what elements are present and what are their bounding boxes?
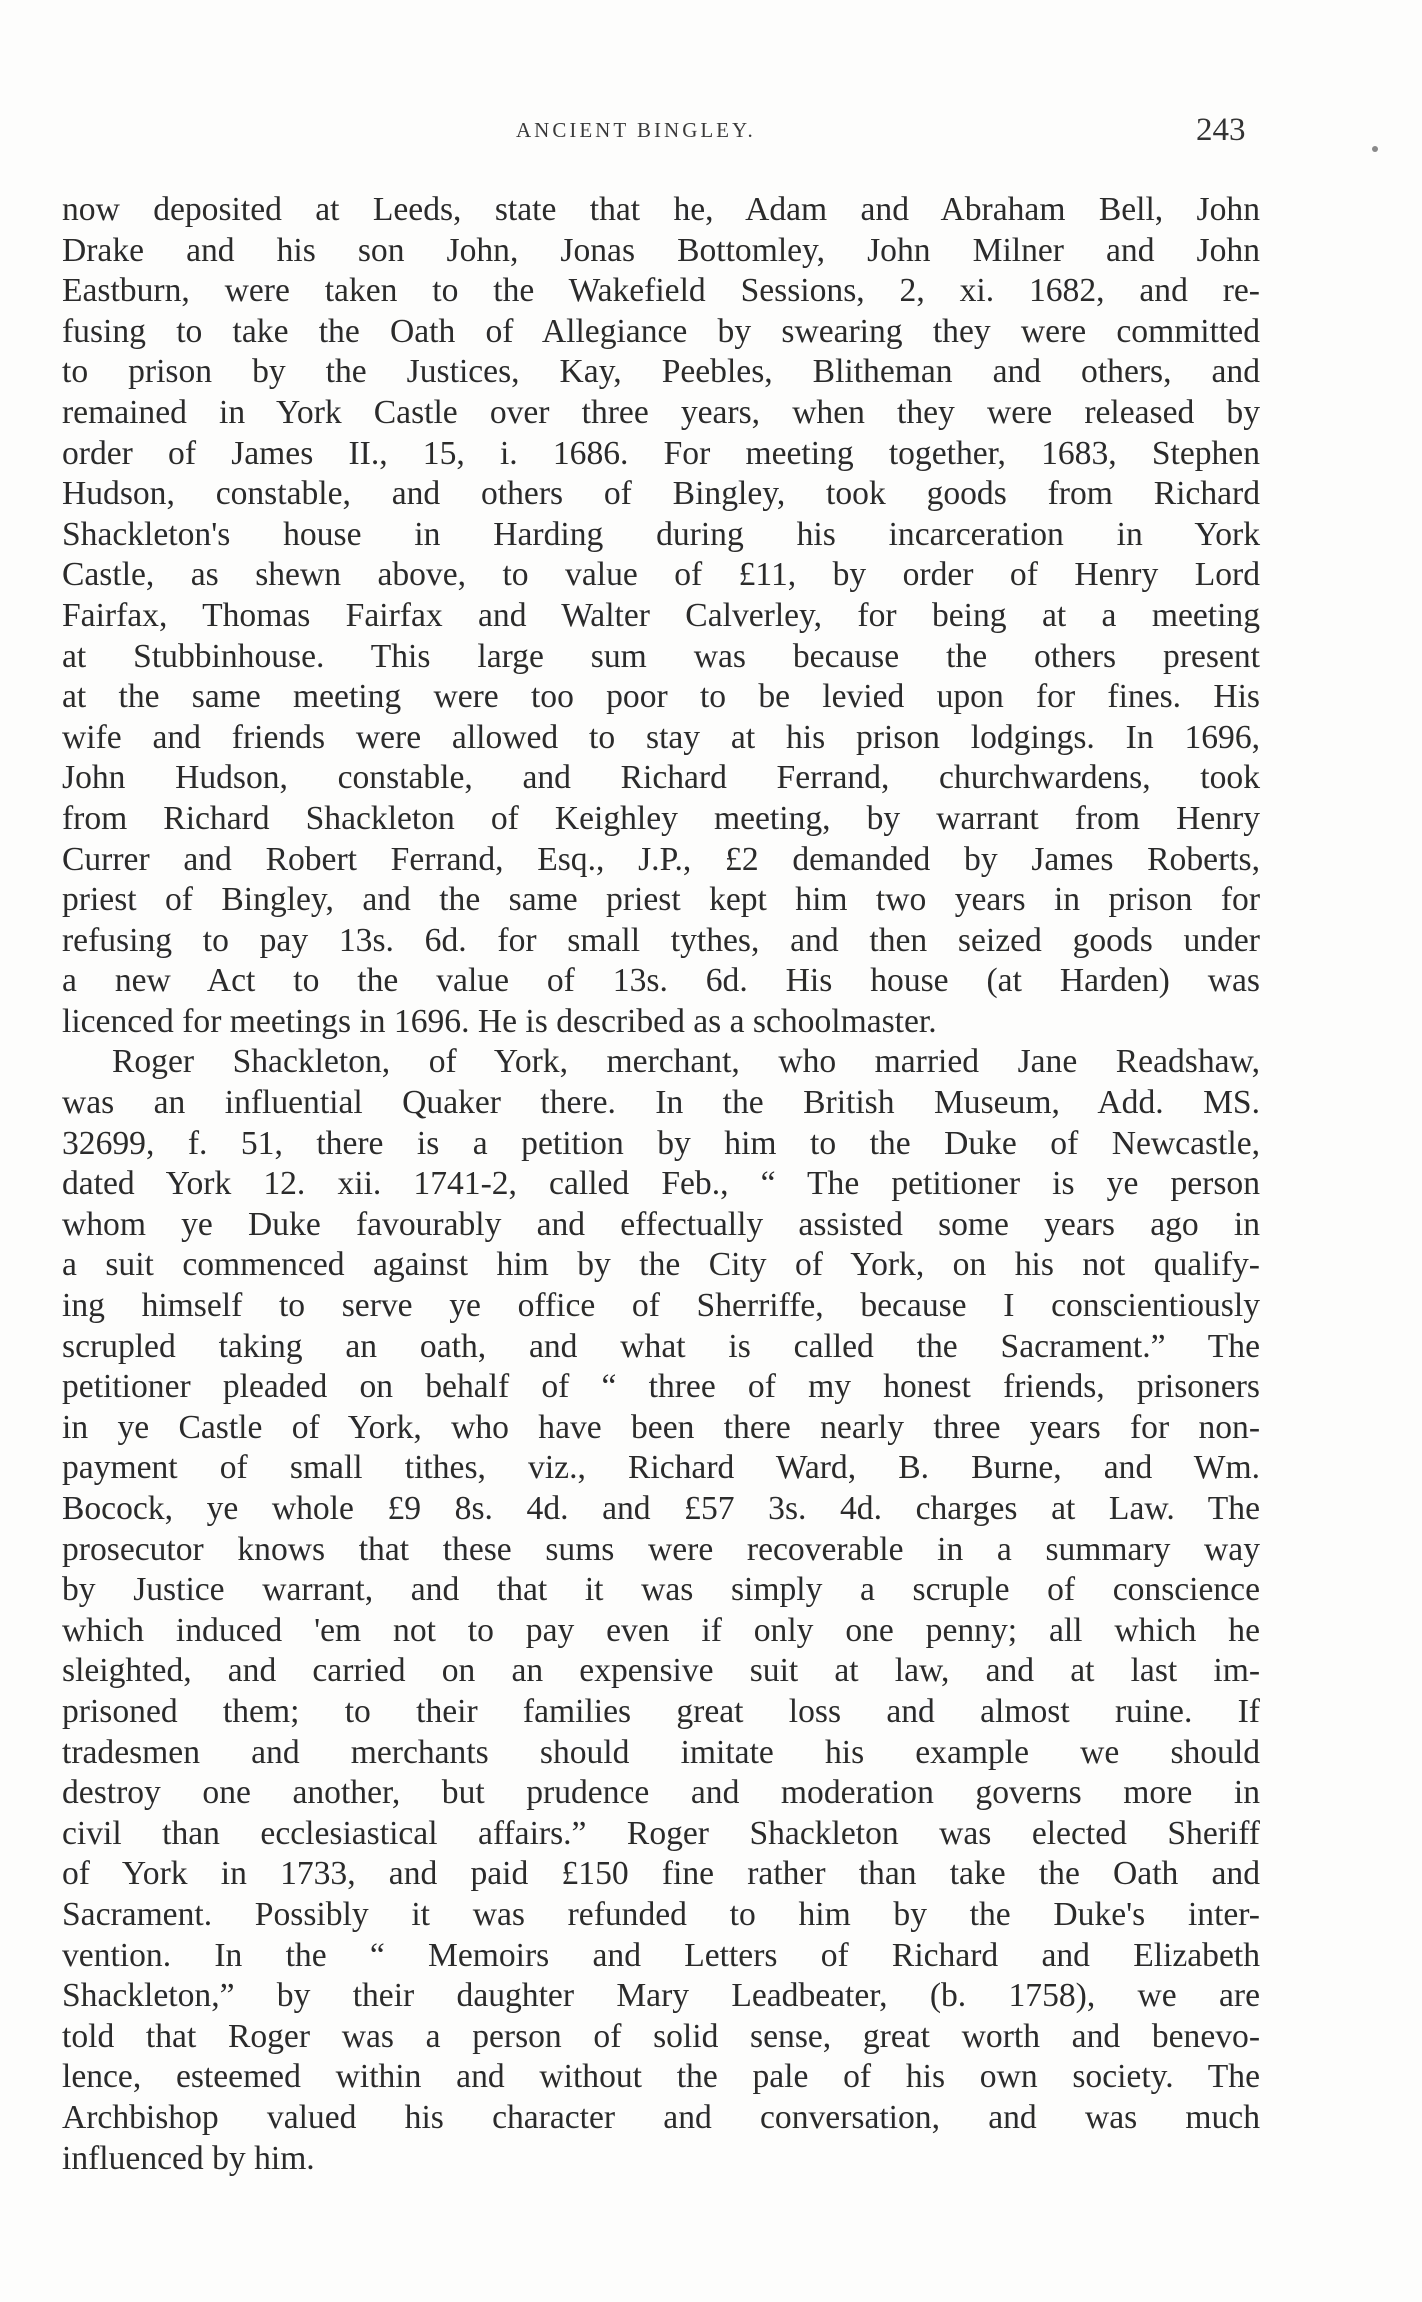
paragraph-2 [62,1042,1260,2179]
text-line: Archbishop valued his character and conversation, and was much [62,2098,1260,2136]
text-line: scrupled taking an oath, and what is called the Sacrament.” The [62,1327,1260,1365]
text-line: which induced 'em not to pay even if only one penny; all which he [62,1611,1260,1649]
text-line: Shackleton,” by their daughter Mary Leadbeater, (b. 1758), we are [62,1977,1260,2015]
text-line: dated York 12. xii. 1741-2, called Feb., “ The petitioner is ye person [62,1165,1260,1203]
running-title: ANCIENT BINGLEY. [516,118,756,142]
text-line: in ye Castle of York, who have been there nearly three years for non- [62,1408,1260,1446]
text-line: vention. In the “ Memoirs and Letters of Richard and Elizabeth [62,1936,1260,1974]
text-line: refusing to pay 13s. 6d. for small tythes, and then seized goods under [62,921,1260,959]
text-line: Sacrament. Possibly it was refunded to him by the Duke's inter- [62,1895,1260,1933]
text-line: wife and friends were allowed to stay at his prison lodgings. In 1696, [62,718,1260,756]
text-line: prosecutor knows that these sums were recoverable in a summary way [62,1530,1260,1568]
text-line: now deposited at Leeds, state that he, Adam and Abraham Bell, John [62,191,1260,228]
text-line: payment of small tithes, viz., Richard Ward, B. Burne, and Wm. [62,1449,1260,1487]
text-line: destroy one another, but prudence and moderation governs more in [62,1774,1260,1812]
text-line: licenced for meetings in 1696. He is described as a schoolmaster. [62,1002,937,1040]
text-line: Fairfax, Thomas Fairfax and Walter Calverley, for being at a meeting [62,596,1260,634]
text-line: Drake and his son John, Jonas Bottomley, John Milner and John [62,231,1260,269]
text-line: Bocock, ye whole £9 8s. 4d. and £57 3s. 4d. charges at Law. The [62,1490,1260,1527]
text-line: at the same meeting were too poor to be levied upon for fines. His [62,678,1260,716]
paragraph-1 [62,190,1260,1042]
text-line: tradesmen and merchants should imitate his example we should [62,1733,1260,1771]
text-line: petitioner pleaded on behalf of “ three of my honest friends, prisoners [62,1368,1260,1406]
paper-speck [1372,146,1378,152]
text-line: civil than ecclesiastical affairs.” Roger Shackleton was elected Sheriff [62,1814,1260,1852]
text-line: whom ye Duke favourably and effectually assisted some years ago in [62,1205,1260,1243]
text-line: Hudson, constable, and others of Bingley, took goods from Richard [62,475,1260,513]
text-line: priest of Bingley, and the same priest kept him two years in prison for [62,881,1260,919]
running-head [0,112,1422,152]
text-line: order of James II., 15, i. 1686. For meeting together, 1683, Stephen [62,434,1260,472]
text-line: 32699, f. 51, there is a petition by him to the Duke of Newcastle, [62,1124,1260,1162]
text-line: to prison by the Justices, Kay, Peebles, Blitheman and others, and [62,353,1260,391]
text-line: of York in 1733, and paid £150 fine rather than take the Oath and [62,1855,1260,1893]
text-line: fusing to take the Oath of Allegiance by swearing they were committed [62,312,1260,350]
text-line: by Justice warrant, and that it was simply a scruple of conscience [62,1571,1260,1609]
text-line: was an influential Quaker there. In the British Museum, Add. MS. [62,1084,1260,1122]
text-line: sleighted, and carried on an expensive suit at law, and at last im- [62,1652,1260,1690]
text-line: ing himself to serve ye office of Sherriffe, because I conscientiously [62,1287,1260,1325]
text-line: John Hudson, constable, and Richard Ferrand, churchwardens, took [62,759,1260,797]
text-line: from Richard Shackleton of Keighley meeting, by warrant from Henry [62,799,1260,837]
text-line: Currer and Robert Ferrand, Esq., J.P., £2 demanded by James Roberts, [62,840,1260,878]
page-number: 243 [1196,112,1246,148]
text-line: at Stubbinhouse. This large sum was because the others present [62,637,1260,675]
body-text [62,190,1260,2179]
text-line: prisoned them; to their families great loss and almost ruine. If [62,1692,1260,1730]
text-line: remained in York Castle over three years, when they were released by [62,393,1260,431]
text-line: Shackleton's house in Harding during his incarceration in York [62,515,1260,553]
text-line: Castle, as shewn above, to value of £11, by order of Henry Lord [62,556,1260,594]
text-line: told that Roger was a person of solid sense, great worth and benevo- [62,2017,1260,2055]
text-line: Eastburn, were taken to the Wakefield Sessions, 2, xi. 1682, and re- [62,272,1260,310]
text-line: influenced by him. [62,2139,315,2177]
text-line: a suit commenced against him by the City of York, on his not qualify- [62,1246,1260,1284]
text-line: lence, esteemed within and without the pale of his own society. The [62,2058,1260,2096]
text-line: a new Act to the value of 13s. 6d. His house (at Harden) was [62,962,1260,1000]
text-line: Roger Shackleton, of York, merchant, who married Jane Readshaw, [112,1043,1260,1081]
